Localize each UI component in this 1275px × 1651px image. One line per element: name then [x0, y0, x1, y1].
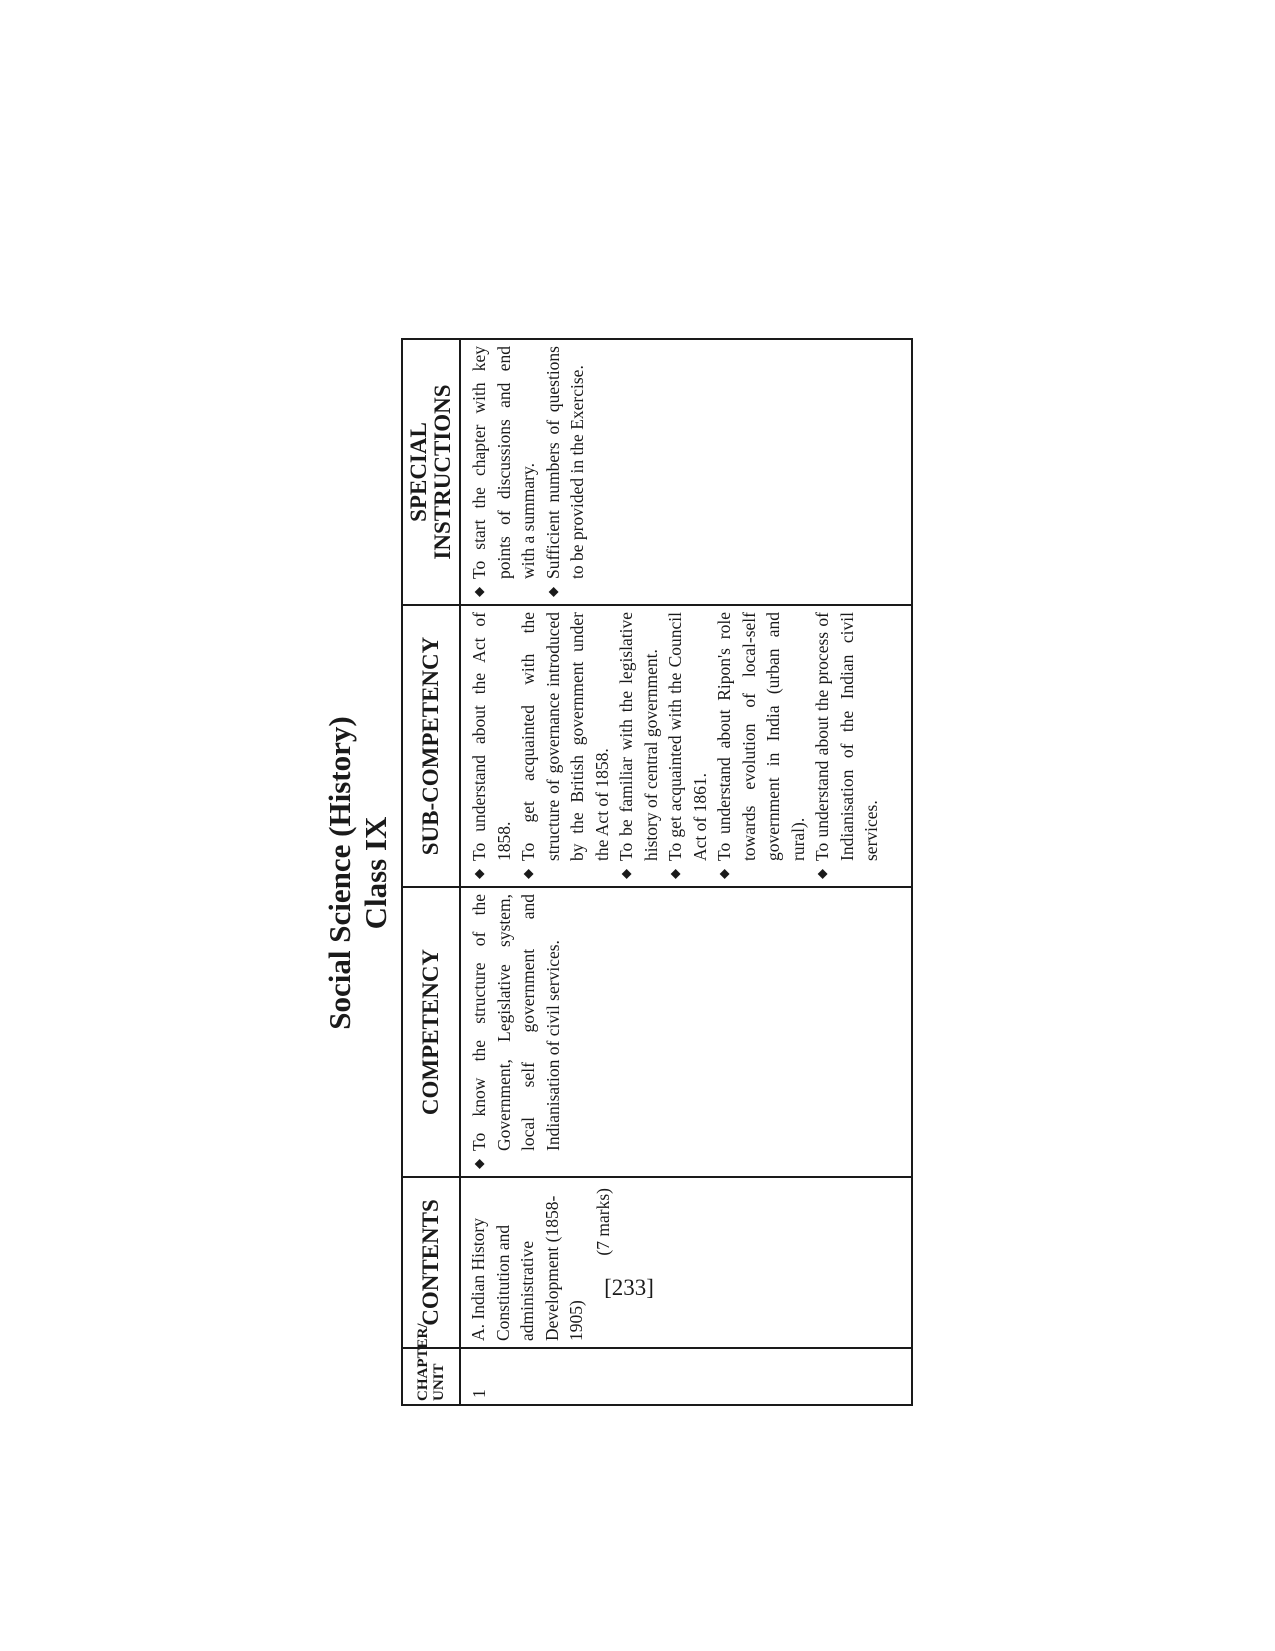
bullet-icon: ◆ [814, 869, 829, 879]
sub-competency-list [461, 606, 884, 886]
table-row [460, 339, 912, 1405]
list-item [467, 346, 541, 598]
cell-special-instructions [460, 339, 912, 605]
list-item [541, 346, 590, 598]
list-item-text: To know the structure of the Government, Legislative system, local self government and Indianisation of civil services. [469, 894, 563, 1151]
list-item [663, 612, 712, 880]
competency-list [461, 888, 565, 1176]
bullet-icon: ◆ [520, 869, 535, 879]
marks-text: (7 marks) [592, 1188, 613, 1256]
list-item [516, 612, 614, 880]
rotated-page-content [322, 196, 942, 1406]
cell-contents [460, 1177, 912, 1348]
list-item-text: Sufficient numbers of questions to be provided in the Exercise. [542, 346, 587, 579]
list-item-text: To get acquainted with the Council Act of 1861. [665, 612, 710, 861]
list-item-text: To understand about the Act of 1858. [469, 612, 514, 861]
header-special-instructions: SPECIAL INSTRUCTIONS [402, 339, 460, 605]
list-item-text: To understand about Ripon's role towards evolution of local-self government in India (urban and rural). [714, 612, 808, 861]
bullet-icon: ◆ [716, 869, 731, 879]
list-item-text: To understand about the process of Indianisation of the Indian civil services. [812, 612, 881, 861]
list-item [614, 612, 663, 880]
list-item [712, 612, 810, 880]
cell-chapter [460, 1348, 912, 1405]
list-item [467, 612, 516, 880]
bullet-icon: ◆ [471, 587, 486, 597]
bullet-icon: ◆ [618, 869, 633, 879]
list-item [810, 612, 884, 880]
table-header-row [402, 339, 460, 1405]
header-competency: COMPETENCY [402, 887, 460, 1177]
list-item [467, 894, 565, 1170]
page-subtitle: Class IX [358, 816, 393, 930]
page-number: [233] [604, 1275, 654, 1300]
bullet-icon: ◆ [471, 1159, 486, 1169]
bullet-icon: ◆ [544, 587, 560, 597]
title-block [322, 340, 394, 1406]
page-title: Social Science (History) [322, 716, 357, 1030]
contents-text: A. Indian History Constitution and administrative Development (1858-1905) [468, 1195, 586, 1341]
list-item-text: To start the chapter with key points of discussions and end with a summary. [469, 346, 538, 579]
syllabus-table [401, 338, 913, 1406]
special-instructions-list [461, 340, 590, 604]
bullet-icon: ◆ [667, 869, 682, 879]
cell-sub-competency [460, 605, 912, 887]
cell-competency [460, 887, 912, 1177]
chapter-number: 1 [469, 1389, 489, 1398]
list-item-text: To get acquainted with the structure of governance introduced by the British government under the Act of 1858. [518, 612, 612, 861]
header-sub-competency: SUB-COMPETENCY [402, 605, 460, 887]
bullet-icon: ◆ [471, 869, 486, 879]
header-chapter-unit: CHAPTER/ UNIT [402, 1348, 460, 1405]
list-item-text: To be familiar with the legislative history of central government. [616, 612, 661, 861]
header-contents: CONTENTS [402, 1177, 460, 1348]
